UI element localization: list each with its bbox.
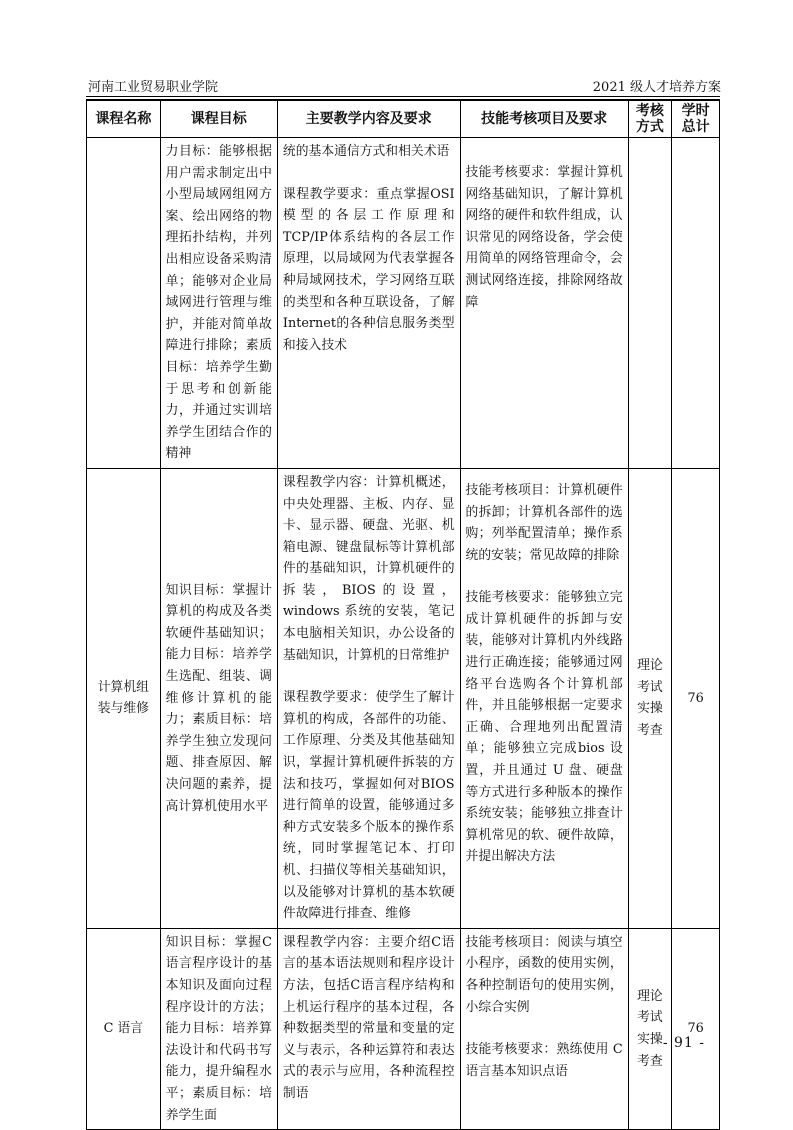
course-goal-cell <box>160 928 277 1129</box>
skill-assessment-cell <box>460 468 628 928</box>
table-row <box>87 138 720 469</box>
skill-requirement-text: 技能考核要求：熟练使用 C 语言基本知识点语 <box>465 1042 627 1079</box>
assessment-method-cell <box>628 138 672 469</box>
header-teaching-content: 主要教学内容及要求 <box>277 101 460 138</box>
page-header <box>88 74 721 96</box>
course-goal-text: 力目标：能够根据用户需求制定出中小型局域网组网方案、绘出网络的物理拓扑结构，并列出相应设备采购清单；能够对企业局域网进行管理与维护，并能对简单故障进行排除；素质目标：培养学生勤于思考和创新能力，并通过实训培养学生团结合作的精神 <box>165 144 272 462</box>
page-number: - 91 - <box>662 1035 705 1051</box>
course-goal-cell <box>160 138 277 469</box>
teaching-content-cell <box>277 928 460 1129</box>
header-course-name: 课程名称 <box>87 101 161 138</box>
table-header-row <box>87 101 720 138</box>
header-course-goal: 课程目标 <box>160 101 277 138</box>
course-table <box>86 100 720 1130</box>
teaching-content-cell <box>277 138 460 469</box>
total-hours-cell <box>672 138 720 469</box>
course-goal-text: 知识目标：掌握C语言程序设计的基本知识及面向过程程序设计的方法；能力目标：培养算法设计和代码书写能力，提升编程水平；素质目标：培养学生面 <box>165 934 272 1123</box>
skill-item-text: 技能考核项目：阅读与填空小程序，函数的使用实例，各种控制语句的使用实例，小综合实例 <box>465 934 623 1015</box>
table-row <box>87 468 720 928</box>
course-name-cell: C 语言 <box>87 928 161 1129</box>
skill-assessment-cell <box>460 138 628 469</box>
skill-requirement-text: 技能考核要求：掌握计算机网络基础知识，了解计算机网络的硬件和软件组成，认识常见的网络设备，学会使用简单的网络管理命令，会测试网络连接，排除网络故障 <box>465 165 623 310</box>
teaching-requirement-text: 课程教学要求：重点掌握OSI模型的各层工作原理和TCP/IP体系结构的各层工作原理，以局域网为代表掌握各种局域网技术，学习网络互联的类型和各种互联设备，了解Internet的各种信息服务类型和接入技术 <box>282 186 455 353</box>
assessment-method-cell: 理论考试实操考查 <box>628 928 672 1129</box>
document-title: 2021 级人才培养方案 <box>592 80 721 95</box>
course-goal-cell <box>160 468 277 928</box>
header-rule <box>86 96 720 97</box>
total-hours-cell: 76 <box>672 928 720 1129</box>
teaching-content-text: 统的基本通信方式和相关术语 <box>282 144 450 159</box>
course-goal-text: 知识目标：掌握计算机的构成及各类软硬件基础知识；能力目标：培养学生选配、组装、调维修计算机的能力；素质目标：培养学生独立发现问题、排查原因、解决问题的素养，提高计算机使用水平 <box>165 582 272 814</box>
table-row <box>87 928 720 1129</box>
course-name-cell: 计算机组装与维修 <box>87 468 161 928</box>
skill-assessment-cell <box>460 928 628 1129</box>
total-hours-cell: 76 <box>672 468 720 928</box>
teaching-content-cell <box>277 468 460 928</box>
assessment-method-cell: 理论考试实操考查 <box>628 468 672 928</box>
course-name-cell <box>87 138 161 469</box>
teaching-content-text: 课程教学内容：主要介绍C语言的基本语法规则和程序设计方法，包括C语言程序结构和上机运行程序的基本过程，各种数据类型的常量和变量的定义与表示，各种运算符和表达式的表示与应用，各种流程控制语 <box>282 934 455 1101</box>
skill-item-text: 技能考核项目：计算机硬件的拆卸；计算机各部件的选购；列举配置清单；操作系统的安装；常见故障的排除 <box>465 482 623 563</box>
teaching-requirement-text: 课程教学要求：使学生了解计算机的构成，各部件的功能、工作原理、分类及其他基础知识，掌握计算机硬件拆装的方法和技巧，掌握如何对BIOS进行简单的设置，能够通过多种方式安装多个版本的操作系统，同时掌握笔记本、打印机、扫描仪等相关基础知识，以及能够对计算机的基本软硬件故障进行排查、维修 <box>282 690 455 922</box>
skill-requirement-text: 技能考核要求：能够独立完成计算机硬件的拆卸与安装，能够对计算机内外线路进行正确连接；能够通过网络平台选购各个计算机部件，并且能够根据一定要求正确、合理地列出配置清单；能够独立完成bios 设置，并且通过 U 盘、硬盘等方式进行多种版本的操作系统安装；能够独立排查计算机常见的软、硬件故障，并提出解决方法 <box>465 590 623 865</box>
header-assessment-method: 考核方式 <box>628 101 672 138</box>
school-name: 河南工业贸易职业学院 <box>88 80 219 95</box>
header-skill-assessment: 技能考核项目及要求 <box>460 101 628 138</box>
teaching-content-text: 课程教学内容：计算机概述，中央处理器、主板、内存、显卡、显示器、硬盘、光驱、机箱电源、键盘鼠标等计算机部件的基础知识，计算机硬件的拆装，BIOS的设置，windows 系统的安装，笔记本电脑相关知识，办公设备的基础知识，计算机的日常维护 <box>282 474 455 663</box>
header-total-hours: 学时总计 <box>672 101 720 138</box>
